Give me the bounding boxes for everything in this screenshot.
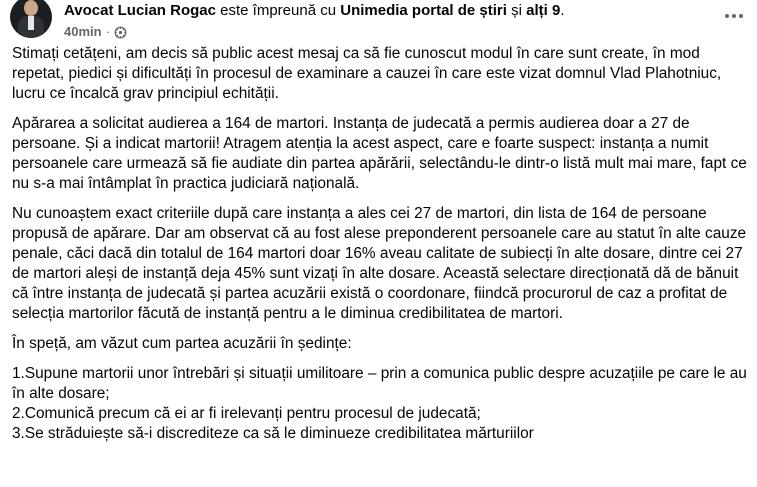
post-paragraph-3: Nu cunoaștem exact criteriile după care instanța a ales cei 27 de martori, din lista de 164 de persoane propusă de apărare. Dar am observat că au fost alese preponderent persoanele care au statut în alte cauze penale, căci dacă din totalul de 164 martori doar 16% aveau calitate de subiecți în alte dosare, dintre cei 27 de martori aleși de instanță deja 45% sunt vizați în alte dosare. Această selectare direcționată dă de bănuit că între instanța de judecată și partea acuzării există o coordonare, fiindcă procurorul de caz a profitat de selecția martorilor făcută de instanță pentru a le diminua credibilitatea de martori. [12,205,747,322]
post-header [0,0,757,44]
with-text: este împreună cu [220,2,337,19]
more-dot-3 [739,14,743,18]
author-name-link[interactable]: Avocat Lucian Rogac [64,2,216,19]
post-paragraph-1: Stimați cetățeni, am decis să public acest mesaj ca să fie cunoscut modul în care sunt create, în mod repetat, piedici și dificultăți în procesul de examinare a cauzei în care este vizat domnul Vlad Plahotniuc, lucru ce încalcă grav principiul echității. [12,45,722,102]
post-list-item-3: 3.Se străduiește să-i discrediteze ca să le diminueze credibilitatea mărturiilor [12,425,534,442]
post-paragraph-4: În speță, am văzut cum partea acuzării în ședințe: [12,335,352,352]
post-paragraph-2: Apărarea a solicitat audierea a 164 de martori. Instanța de judecată a permis audierea doar a 27 de persoane. Și a indicat martorii! Atragem atenția la acest aspect, care e foarte suspect: instanța a numit persoanele care urmează să fie audiate din partea apărării, selectându-le dintr-o listă mult mai mare, fapt ce nu s-a mai întâmplat în practica judiciară națională. [12,115,747,192]
post-meta [64,24,127,40]
others-link[interactable]: alți 9 [526,2,561,19]
post-list-item-1: 1.Supune martorii unor întrebări și situații umilitoare – prin a comunica public despre acuzațiile pe care le au în alte dosare; [12,365,747,402]
and-text: și [511,2,522,19]
post-timestamp[interactable]: 40min [64,24,102,39]
post-list-item-2: 2.Comunică precum că ei ar fi irelevanți pentru procesul de judecată; [12,405,481,422]
meta-separator: · [105,24,110,39]
post-body [12,44,752,444]
avatar-face [24,0,38,16]
more-dot-1 [725,14,729,18]
more-options-icon[interactable] [719,4,749,28]
post-title-line [64,2,564,20]
globe-icon[interactable] [114,26,127,39]
title-period: . [560,2,565,19]
tagged-page-link[interactable]: Unimedia portal de știri [340,2,507,19]
avatar-shirt [28,16,34,30]
more-dot-2 [732,14,736,18]
author-avatar[interactable] [10,0,52,38]
